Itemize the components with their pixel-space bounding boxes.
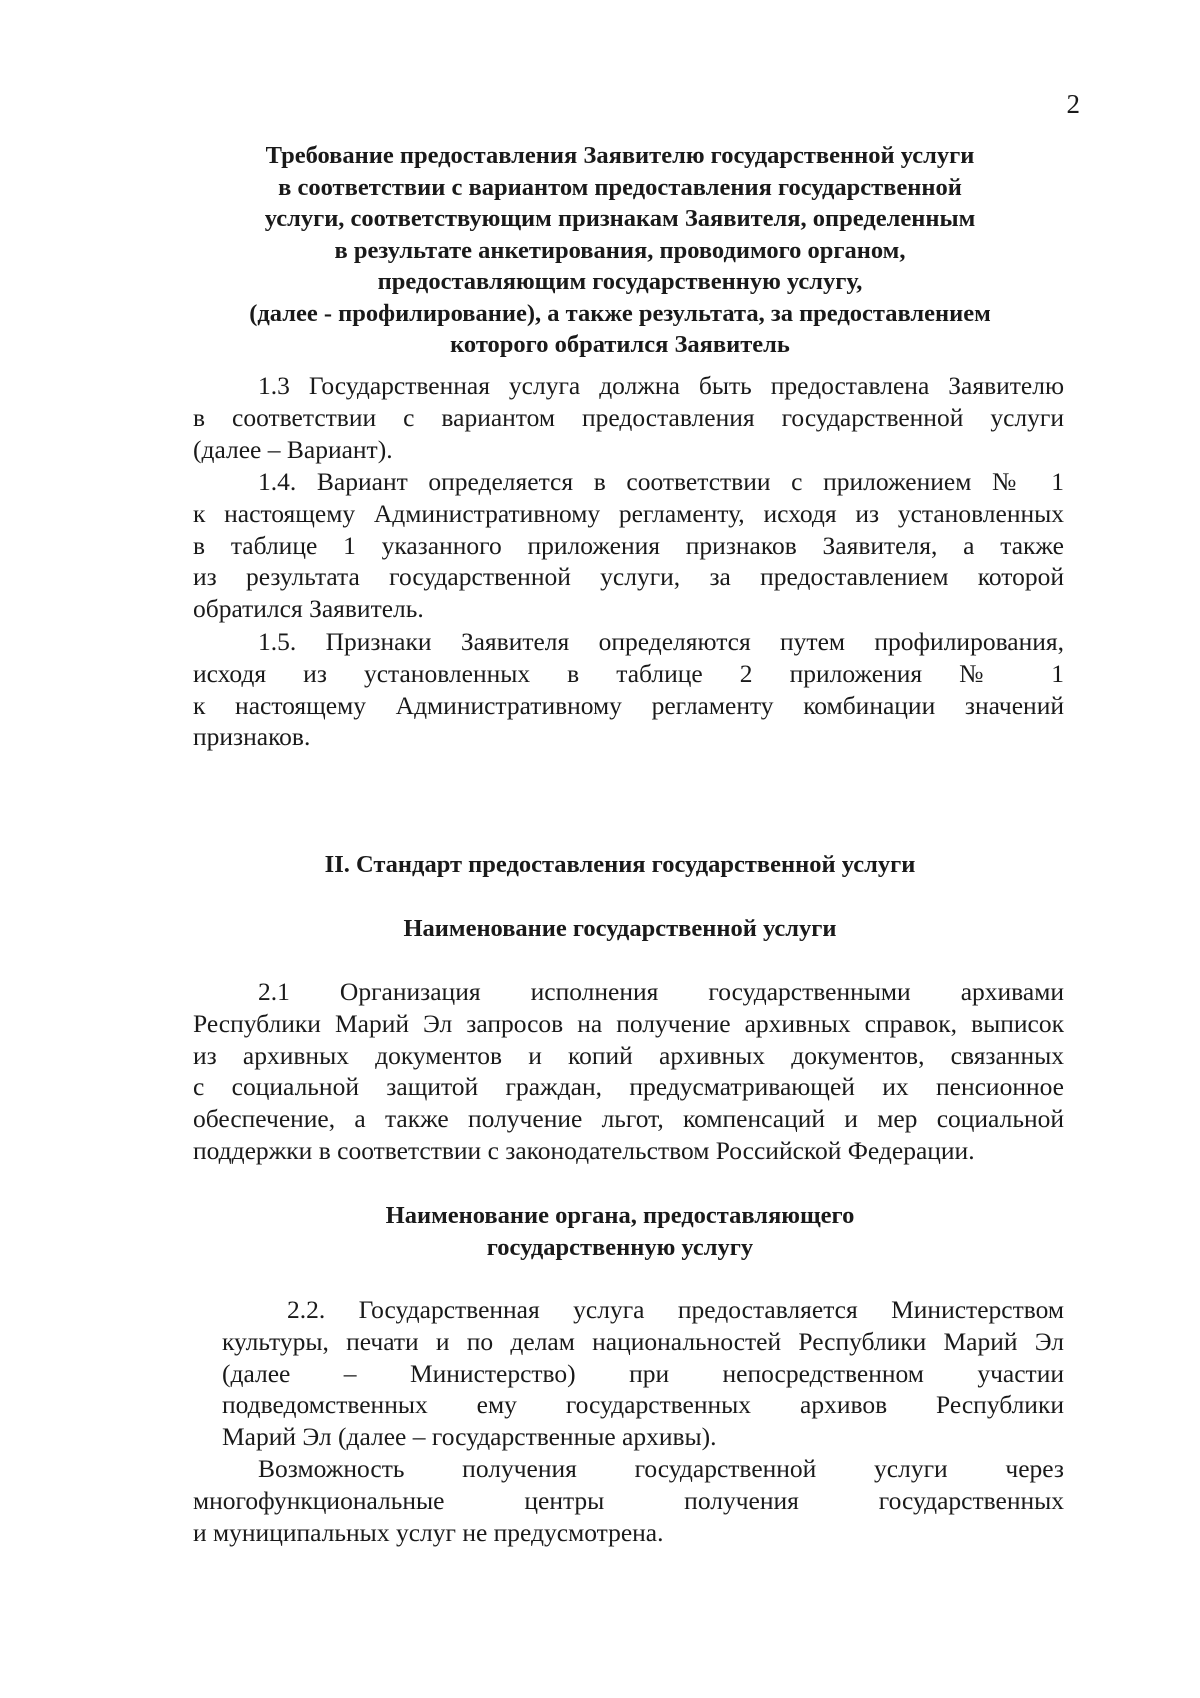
paragraph-line: и муниципальных услуг не предусмотрена. [193,1517,664,1547]
main-heading-line: которого обратился Заявитель [450,331,790,358]
paragraph-line: из результата государственной услуги, за предоставлением которой [193,562,1064,592]
paragraph-line: признаков. [193,722,311,752]
subsection-heading-text: Наименование государственной услуги [403,915,837,942]
paragraph-line: обеспечение, а также получение льгот, компенсаций и мер социальной [193,1104,1064,1134]
paragraph-mfc [193,1453,1064,1548]
paragraph-1-3 [193,370,1064,465]
paragraph-line: 2.1 Организация исполнения государственными архивами [258,977,1064,1006]
main-heading-line: (далее - профилирование), а также результата, за предоставлением [249,299,991,327]
paragraph-line: к настоящему Административному регламенту, исходя из установленных [193,498,1064,528]
subsection-heading [140,1200,1100,1263]
paragraph-line: Возможность получения государственной услуги через [258,1454,1064,1483]
paragraph-line: в таблице 1 указанного приложения признаков Заявителя, а также [193,530,1064,560]
main-heading-line: предоставляющим государственную услугу, [377,268,863,295]
paragraph-line: Республики Марий Эл запросов на получение архивных справок, выписок [193,1008,1064,1038]
main-heading-line: в соответствии с вариантом предоставления государственной [278,173,962,201]
paragraph-line: из архивных документов и копий архивных документов, связанных [193,1040,1064,1070]
paragraph-line: (далее – Министерство) при непосредственном участии [222,1358,1064,1388]
paragraph-line: Марий Эл (далее – государственные архивы). [222,1422,717,1452]
section-title [140,849,1100,881]
paragraph-line: исходя из установленных в таблице 2 приложения № 1 [193,658,1064,688]
main-heading-line: в результате анкетирования, проводимого органом, [334,236,906,264]
paragraph-line: к настоящему Административному регламенту комбинации значений [193,690,1064,720]
subsection-heading-line: государственную услугу [486,1233,754,1261]
paragraph-line: 1.3 Государственная услуга должна быть предоставлена Заявителю [258,371,1064,400]
paragraph-2-2 [222,1294,1064,1453]
paragraph-line: с социальной защитой граждан, предусматривающей их пенсионное [193,1072,1064,1102]
section-title-text: II. Стандарт предоставления государственной услуги [324,851,916,878]
paragraph-line: поддержки в соответствии с законодательством Российской Федерации. [193,1135,975,1165]
paragraph-line: многофункциональные центры получения государственных [193,1485,1064,1515]
paragraph-line: культуры, печати и по делам национальностей Республики Марий Эл [222,1326,1064,1356]
paragraph-line: 2.2. Государственная услуга предоставляется Министерством [287,1295,1064,1324]
paragraph-1-4 [193,466,1064,625]
paragraph-line: подведомственных ему государственных архивов Республики [222,1390,1064,1420]
paragraph-line: 1.5. Признаки Заявителя определяются путем профилирования, [258,627,1064,656]
subsection-heading-line: Наименование органа, предоставляющего [385,1202,855,1229]
main-heading-line: услуги, соответствующим признакам Заявителя, определенным [264,205,976,232]
subsection-heading [140,913,1100,945]
paragraph-line: в соответствии с вариантом предоставления государственной услуги [193,402,1064,432]
main-heading [140,140,1100,361]
paragraph-1-5 [193,626,1064,753]
paragraph-line: 1.4. Вариант определяется в соответствии с приложением № 1 [258,467,1064,496]
paragraph-line: обратился Заявитель. [193,594,424,624]
paragraph-line: (далее – Вариант). [193,434,393,464]
page-number: 2 [1066,89,1080,119]
main-heading-line: Требование предоставления Заявителю государственной услуги [265,142,975,169]
paragraph-2-1 [193,976,1064,1167]
